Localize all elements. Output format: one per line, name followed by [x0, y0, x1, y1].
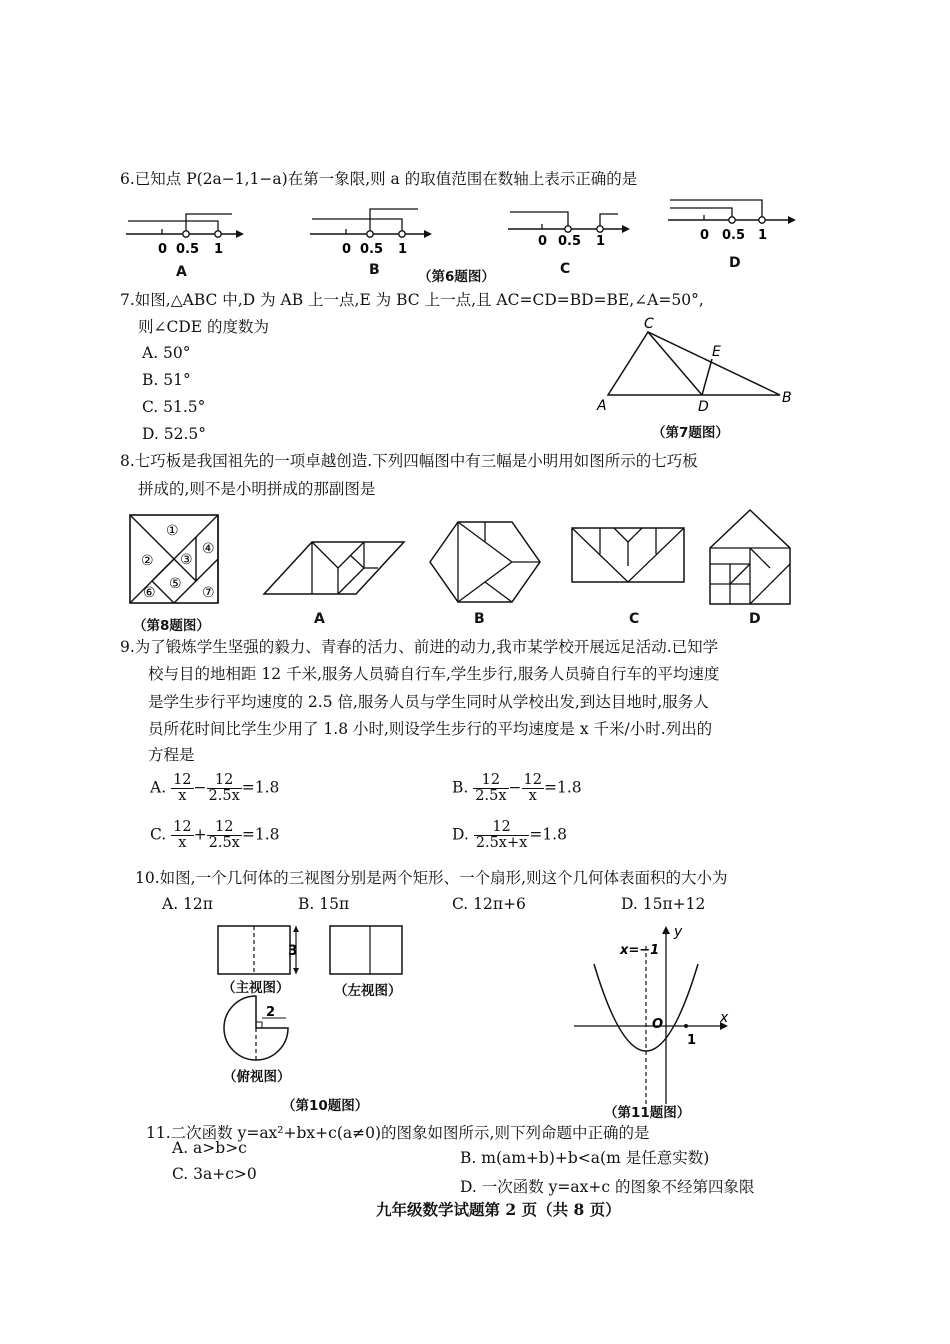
svg-text:⑦: ⑦: [202, 585, 215, 601]
q10-option-c: C. 12π+6: [452, 895, 526, 913]
q9-line4: 员所花时间比学生少用了 1.8 小时,则设学生步行的平均速度是 x 千米/小时.列出的: [148, 720, 713, 738]
q10-option-d: D. 15π+12: [621, 895, 706, 913]
svg-text:④: ④: [202, 541, 215, 557]
svg-text:0: 0: [158, 242, 168, 257]
q6-numberline-c: [504, 205, 634, 265]
q11-option-b: B. m(am+b)+b<a(m 是任意实数): [460, 1149, 710, 1167]
q8-tangram-square: [129, 514, 221, 606]
svg-text:x=−1: x=−1: [620, 943, 660, 958]
svg-text:1: 1: [596, 234, 606, 249]
q10-option-b: B. 15π: [298, 895, 350, 913]
svg-text:1: 1: [398, 242, 408, 257]
q7-option-d: D. 52.5°: [142, 425, 206, 443]
q8-stem-line1: 8.七巧板是我国祖先的一项卓越创造.下列四幅图中有三幅是小明用如图所示的七巧板: [120, 452, 698, 470]
q7-triangle-figure: [596, 312, 796, 415]
svg-text:0: 0: [342, 242, 352, 257]
svg-text:②: ②: [141, 553, 154, 569]
q10-front-view-label: （主视图）: [222, 980, 290, 996]
q8-option-a: A: [314, 611, 325, 627]
q8-option-b-figure: [428, 518, 548, 608]
svg-text:C: C: [644, 316, 654, 332]
q6-stem: 6.已知点 P(2a−1,1−a)在第一象限,则 a 的取值范围在数轴上表示正确的是: [120, 170, 638, 188]
svg-text:E: E: [712, 344, 721, 360]
q6-option-d: D: [729, 255, 741, 271]
q7-option-a: A. 50°: [142, 344, 191, 362]
q10-option-a: A. 12π: [162, 895, 213, 913]
q6-numberline-a: [120, 205, 240, 265]
q10-top-view: [216, 994, 296, 1066]
q9-option-d: D. $\frac{12}{2.5x+x}$ =1.8: [452, 819, 567, 852]
svg-text:A: A: [597, 398, 607, 414]
svg-text:1: 1: [758, 228, 768, 243]
q6-numberline-d: [664, 196, 804, 246]
q11-option-a: A. a>b>c: [172, 1139, 247, 1157]
q8-option-b: B: [474, 611, 485, 627]
q8-option-c-figure: [570, 526, 690, 586]
q11-caption: （第11题图）: [604, 1105, 691, 1121]
svg-text:0.5: 0.5: [360, 242, 384, 257]
q10-left-view: [328, 924, 408, 980]
svg-text:x: x: [720, 1010, 729, 1026]
svg-text:⑤: ⑤: [169, 576, 182, 592]
svg-text:2: 2: [266, 1005, 276, 1020]
q9-option-c: C. $\frac{12}{x}$ + $\frac{12}{2.5x}$ =1.8: [150, 819, 280, 852]
svg-text:y: y: [674, 924, 683, 940]
q11-option-d: D. 一次函数 y=ax+c 的图象不经第四象限: [460, 1178, 755, 1196]
q8-caption: （第8题图）: [133, 618, 210, 634]
svg-text:1: 1: [214, 242, 224, 257]
svg-text:0.5: 0.5: [722, 228, 746, 243]
svg-text:0: 0: [538, 234, 548, 249]
q11-stem: 11.二次函数 y=ax²+bx+c(a≠0)的图象如图所示,则下列命题中正确的是: [146, 1124, 650, 1142]
q7-caption: （第7题图）: [652, 425, 729, 441]
q11-option-c: C. 3a+c>0: [172, 1165, 257, 1183]
svg-text:O: O: [652, 1017, 664, 1032]
svg-text:①: ①: [166, 523, 179, 539]
q7-stem-line2: 则∠CDE 的度数为: [138, 318, 270, 336]
svg-text:0.5: 0.5: [558, 234, 582, 249]
q10-top-view-label: （俯视图）: [223, 1069, 291, 1085]
q6-caption: （第6题图）: [418, 269, 495, 285]
svg-text:③: ③: [180, 552, 193, 568]
q8-option-a-figure: [262, 538, 412, 598]
svg-text:D: D: [698, 399, 709, 415]
svg-text:B: B: [782, 390, 792, 406]
q11-parabola-graph: [570, 918, 750, 1108]
q7-option-b: B. 51°: [142, 371, 191, 389]
q7-option-c: C. 51.5°: [142, 398, 206, 416]
svg-text:1: 1: [687, 1033, 697, 1048]
svg-text:3: 3: [288, 943, 298, 959]
q8-option-d: D: [749, 611, 761, 627]
q9-line2: 校与目的地相距 12 千米,服务人员骑自行车,学生步行,服务人员骑自行车的平均速度: [148, 665, 720, 683]
q9-line3: 是学生步行平均速度的 2.5 倍,服务人员与学生同时从学校出发,到达目地时,服务人: [148, 693, 709, 711]
page-footer: 九年级数学试题第 2 页（共 8 页）: [376, 1200, 621, 1219]
q9-option-b: B. $\frac{12}{2.5x}$ − $\frac{12}{x}$ =1.8: [452, 772, 582, 805]
q6-numberline-b: [306, 205, 436, 265]
q10-caption: （第10题图）: [282, 1098, 369, 1114]
svg-text:⑥: ⑥: [143, 585, 156, 601]
q9-option-a: A. $\frac{12}{x}$ − $\frac{12}{2.5x}$ =1.8: [150, 772, 280, 805]
q10-front-view: [216, 924, 316, 980]
q6-option-a: A: [176, 264, 187, 280]
q6-option-b: B: [369, 262, 380, 278]
q6-option-c: C: [560, 261, 571, 277]
q7-stem-line1: 7.如图,△ABC 中,D 为 AB 上一点,E 为 BC 上一点,且 AC=CD=BD=BE,∠A=50°,: [120, 291, 704, 309]
q10-stem: 10.如图,一个几何体的三视图分别是两个矩形、一个扇形,则这个几何体表面积的大小为: [135, 869, 728, 887]
svg-text:0.5: 0.5: [176, 242, 200, 257]
q8-option-d-figure: [708, 508, 798, 608]
q10-left-view-label: （左视图）: [334, 983, 402, 999]
q9-line1: 9.为了锻炼学生坚强的毅力、青春的活力、前进的动力,我市某学校开展远足活动.已知学: [120, 638, 719, 656]
q9-line5: 方程是: [148, 746, 195, 764]
q8-option-c: C: [629, 611, 640, 627]
q8-stem-line2: 拼成的,则不是小明拼成的那副图是: [138, 480, 376, 498]
svg-text:0: 0: [700, 228, 710, 243]
